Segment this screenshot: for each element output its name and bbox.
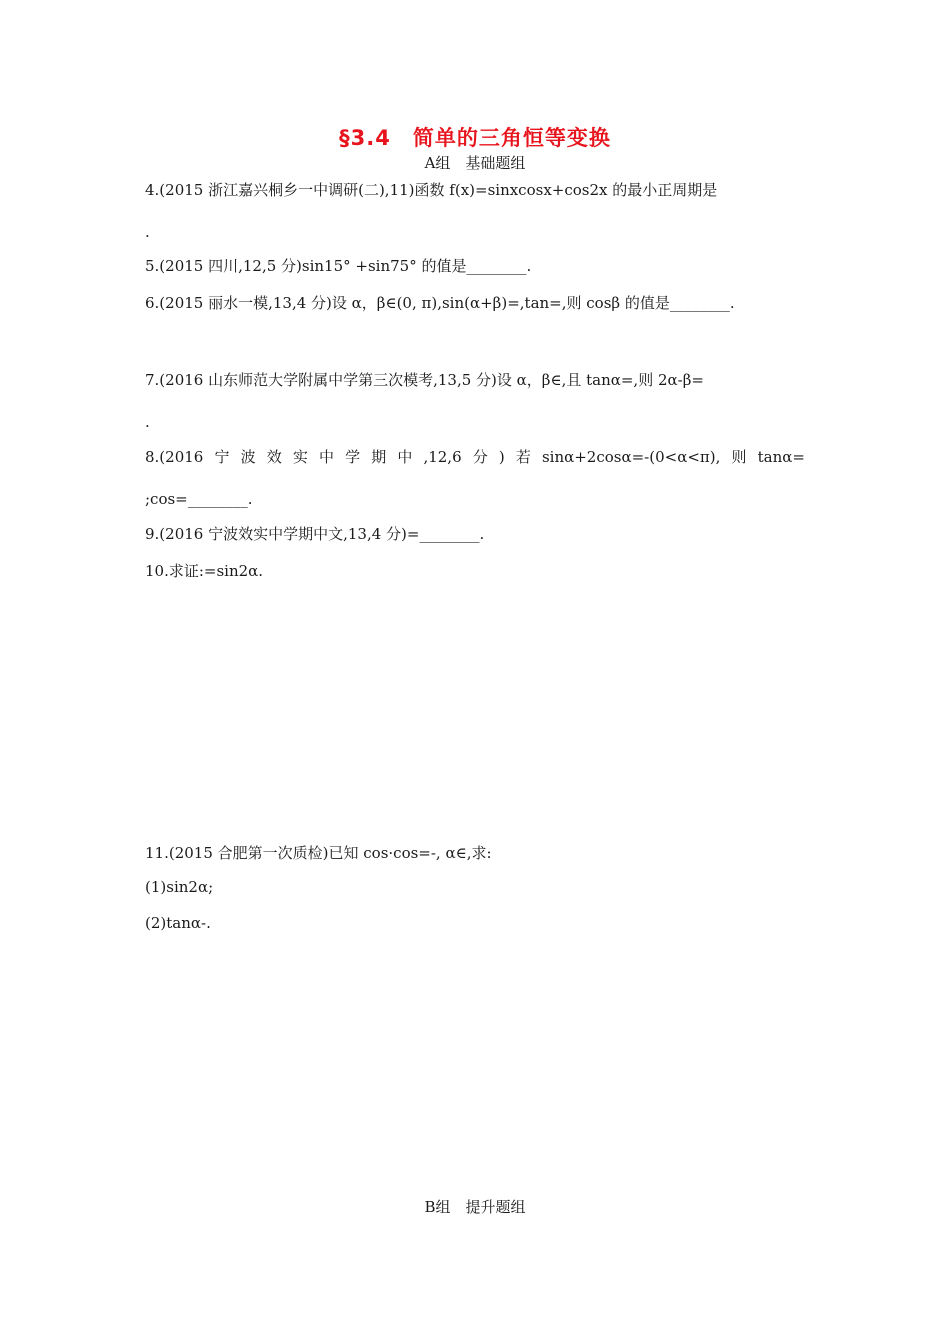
- q8-part: 中: [397, 448, 413, 466]
- question-6: 6.(2015 丽水一模,13,4 分)设 α，β∈(0, π),sin(α+β)=,tan=,则 cosβ 的值是________.: [145, 294, 735, 312]
- q8-part: 中: [318, 448, 334, 466]
- question-7: 7.(2016 山东师范大学附属中学第三次模考,13,5 分)设 α，β∈,且 tanα=,则 2α-β=: [145, 371, 704, 389]
- question-5: 5.(2015 四川,12,5 分)sin15° +sin75° 的值是________.: [145, 257, 532, 275]
- q8-part: tanα=: [757, 448, 805, 466]
- question-4-continuation: .: [145, 223, 150, 241]
- q8-part: 则: [731, 448, 747, 466]
- page-title: §3.4 简单的三角恒等变换: [339, 126, 611, 150]
- q8-part: sinα+2cosα=-(0<α<π),: [541, 448, 721, 466]
- q8-part: ): [498, 448, 505, 466]
- question-8-continuation: ;cos=________.: [145, 490, 253, 508]
- question-11-part-1: (1)sin2α;: [145, 878, 214, 896]
- q8-part: 若: [515, 448, 531, 466]
- question-4: 4.(2015 浙江嘉兴桐乡一中调研(二),11)函数 f(x)=sinxcosx+cos2x 的最小正周期是: [145, 181, 718, 199]
- question-8: [145, 447, 805, 467]
- q8-part: 效: [266, 448, 282, 466]
- question-11-part-2: (2)tanα-.: [145, 914, 211, 932]
- q8-part: 期: [371, 448, 387, 466]
- question-10: 10.求证:=sin2α.: [145, 562, 264, 580]
- question-9: 9.(2016 宁波效实中学期中文,13,4 分)=________.: [145, 525, 485, 543]
- q8-part: 实: [292, 448, 308, 466]
- question-11: 11.(2015 合肥第一次质检)已知 cos·cos=-, α∈,求:: [145, 844, 492, 862]
- q8-part: 分: [472, 448, 488, 466]
- group-a-heading: A组 基础题组: [424, 154, 526, 172]
- q8-part: 宁: [214, 448, 230, 466]
- q8-part: 学: [345, 448, 361, 466]
- q8-part: ,12,6: [423, 448, 462, 466]
- group-b-heading: B组 提升题组: [424, 1198, 526, 1216]
- q8-part: 8.(2016: [145, 448, 204, 466]
- q8-part: 波: [240, 448, 256, 466]
- question-7-continuation: .: [145, 413, 150, 431]
